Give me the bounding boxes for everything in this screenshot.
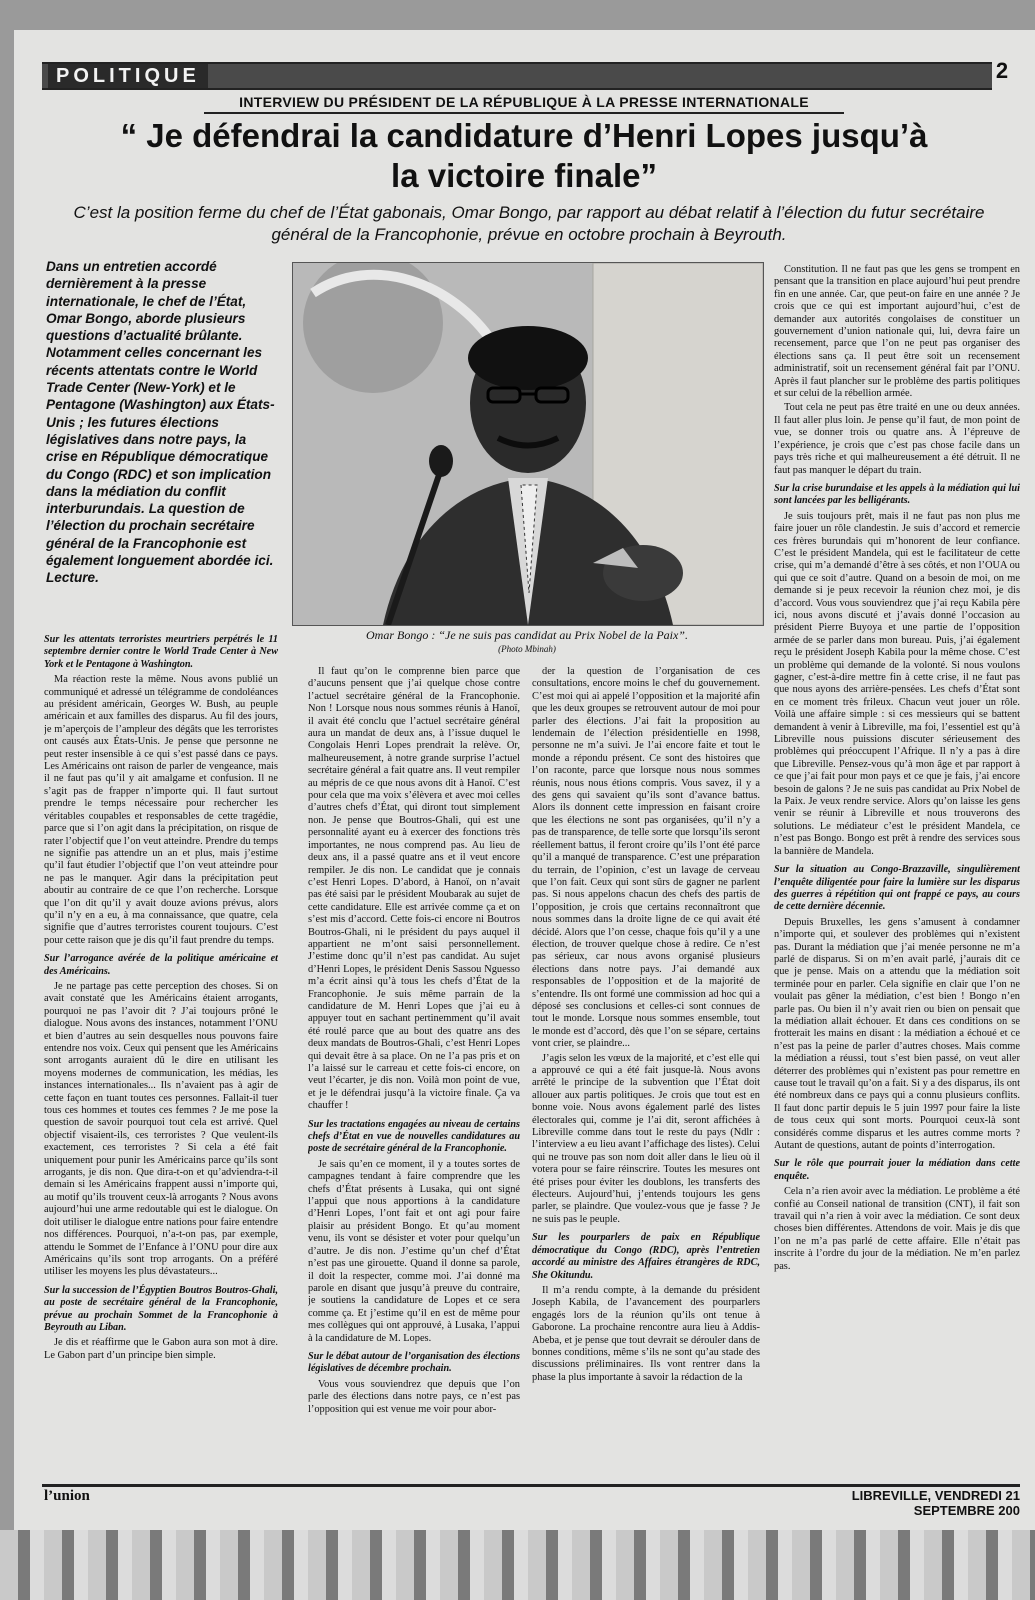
answer-paragraph: Tout cela ne peut pas être traité en une ou deux années. Il faut aller plus loin. Je pense qu’il faut, de mon point de vue, se donner trois ou quatre ans. À l’épreuve de l’expérience, je crois que c’est pas chose facile dans un pays très riche et qui malheureusement a été détruit. Il ne faut pas manquer le départ du train.: [774, 402, 1020, 476]
photo-caption: [292, 628, 762, 656]
question: Sur la situation au Congo-Brazzaville, singulièrement l’enquête diligentée pour faire la lumière sur les disparus des guerres à répétition qui ont frappé ce pays, au cours de cette dernière décennie.: [774, 864, 1020, 913]
deck: C’est la position ferme du chef de l’État gabonais, Omar Bongo, par rapport au débat relatif à l’élection du futur secrétaire général de la Francophonie, prévue en octobre prochain à Beyrouth.: [73, 203, 985, 244]
answer-paragraph: Je ne partage pas cette perception des choses. Si on avait constaté que les Américains étaient arrogants, pourquoi ne pas l’avoir dit ? J’ai toujours prôné le dialogue. Nous avons des instances, notamment l’ONU et bien d’autres au sein desquelles nous pouvons faire entendre nos voix. Ceux qui pensent que les Américains sont arrogants auraient dû le dire en utilisant les moyens modernes de communication, les médias, les instances internationales... Ils n’avaient pas à agir de cette façon en tuant toutes ces personnes. Fallait-il tuer tous ces hommes et toutes ces femmes ? Je me pose la question de savoir pourquoi tout cela est arrivé. Quel objectif visaient-ils, ces terroristes ? Que veulent-ils exactement, ces terroristes ? Si cela a été fait uniquement pour punir les Américains parce qu’ils sont arrogants, je dis non. Que dira-t-on et qu’adviendra-t-il demain si les Américains frappent aussi n’importe qui, au motif qu’ils trouvent ceux-là arrogants ? Nous avons aujourd’hui une arme redoutable qui est le dialogue. On doit utiliser le dialogue entre nations pour faire entendre nos différences. Pourquoi, n’a-t-on pas, par exemple, attendu le Sommet de l’Enfance à l’ONU pour dire aux Américains qu’ils sont trop arrogants. On a préféré utiliser les moyens les plus dévastateurs...: [44, 980, 278, 1278]
question: Sur les pourparlers de paix en République démocratique du Congo (RDC), après l’entretien accordé au ministre des Affaires étrangères de RDC, She Okitundu.: [532, 1232, 760, 1281]
page-number: 2: [995, 58, 1009, 83]
question: Sur le rôle que pourrait jouer la médiation dans cette enquête.: [774, 1158, 1020, 1182]
answer-paragraph: Constitution. Il ne faut pas que les gens se trompent en pensant que la transition en place aujourd’hui peut prendre fin en une année. Car, que peut-on faire en une année ? Je crois que ce qui est important aujourd’hui, c’est de demander aux autorités congolaises de constituer un gouvernement d’union nationale qui, lui, devra faire un recensement, parce que l’on ne peut pas organiser des élections sans ça. Il peut être soit un recensement administratif, soit un recensement général fait par l’ONU. Après il faut plancher sur le problème des partis politiques et sur celui de la rébellion armée.: [774, 264, 1020, 400]
portrait-photo: [292, 262, 764, 626]
section-label: POLITIQUE: [48, 64, 208, 88]
text-column-1: [44, 628, 278, 1478]
footer-rule: [42, 1484, 1020, 1487]
question: Sur la crise burundaise et les appels à la médiation qui lui sont lancées par les belligérants.: [774, 482, 1020, 507]
answer-paragraph: Je suis toujours prêt, mais il ne faut pas non plus me faire jouer un rôle clandestin. Je suis d’accord et remercie ces frères burundais qui m’honorent de leur confiance. C’est le président Mandela, qui est le facilitateur de cette crise, qui m’a demandé d’être à ses côtés, et non l’OUA ou qui que ce soit d’autre. Quand on a besoin de moi, on me demande si je peux recevoir la réunion chez moi, je dis d’accord. Vous vous souviendrez que j’ai reçu Kabila père ici, nous avons discuté et j’avais donné l’occasion au président Pierre Buyoya et une partie de l’opposition armée de se parler dans mon bureau. Puis, j’ai également reçu le président Joseph Kabila pour la même chose. C’est un problème qui demande de la volonté. Si nous voulons gagner, c’est-à-dire mettre fin à cette crise, il ne faut pas que nous ayons des arrière-pensées. Les chefs d’État sont en ce moment très frileux. Chacun veut jouer un rôle. Voilà une affaire simple : si ces messieurs qui se battent demandent à venir à Libreville, ma foi, l’essentiel est qu’à Libreville nous puissions discuter sérieusement des problèmes qui préoccupent l’Afrique. Il n’y a pas à dire que Libreville. Pensez-vous qu’à mon âge et par rapport à ce que j’ai fait pour mon pays et ce que je fais, j’ai encore besoin de galons ? Je ne suis pas candidat au Prix Nobel de la Paix. Je veux rendre service. Alors qu’on laisse les gens venir se réunir à Libreville et nous trouverons des solutions. Le médiateur c’est le président Mandela, ce n’est pas Bongo. Bongo est prêt à rendre des services sous la bannière de Mandela.: [774, 510, 1020, 857]
newspaper-page: [14, 30, 1035, 1530]
photo-illustration: [293, 263, 763, 625]
question: Sur l’arrogance avérée de la politique américaine et des Américains.: [44, 953, 278, 977]
answer-paragraph: Depuis Bruxelles, les gens s’amusent à condamner n’importe qui, et soulever des problèmes qui n’existent pas. Durant la médiation que j’ai menée personne ne m’a parlé de disparus. Si on m’en avait parlé, j’aurais dit ce que je pense. Mais on a attendu que la médiation soit terminée pour en parler. Cela signifie en clair que l’on ne voulait pas gêner la médiation, c’est bien ! Bongo n’en parle pas. Ou bien il n’y avait rien ou bien on pensait que la médiation allait échouer. Et dans ces conditions on se frotterait les mains en disant : la médiation a échoué et ce n’est pas la peine de parler d’autres choses. Mais comme la médiation a réussi, tout s’est bien passé, on veut aller déterrer des problèmes qui n’existent pas pour remettre en cause tout le travail qu’on a fait. Si y a des disparus, ils ont été nombreux dans ce pays qui a connu plusieurs conflits. Il faut donc partir depuis le 5 juin 1997 pour faire la liste de tous ceux qui sont morts. Pourquoi ceux-là sont considérés comme disparus et les autres comme morts ? Autant de questions, autant de points d’interrogation.: [774, 916, 1020, 1152]
lead-paragraph: Dans un entretien accordé dernièrement à la presse internationale, le chef de l’État, Omar Bongo, aborde plusieurs questions d’actualité brûlante. Notamment celles concernant les récents attentats contre le World Trade Center (New-York) et le Pentagone (Washington) aux États-Unis ; les futures élections législatives dans notre pays, la crise en République démocratique du Congo (RDC) et son implication dans la médiation du conflit interburundais. La question de l’élection du prochain secrétaire général de la Francophonie est également longuement abordée ici. Lecture.: [46, 259, 275, 586]
masthead: l’union: [44, 1488, 90, 1504]
answer-paragraph: Ma réaction reste la même. Nous avons publié un communiqué et adressé un télégramme de condoléances au président américain, Georges W. Bush, au peuple américain et aux familles des disparus. Au fil des jours, je m’aperçois de l’ampleur des dégâts que les terroristes ont causés aux États-Unis. Je pense que personne ne peut rester insensible à ce qui s’est passé dans ce pays. Les Américains ont raison de parler de vengeance, mais il ne faut pas qu’il y ait amalgame et confusion. Il ne s’agit pas de frapper n’importe qui. Il faut surtout prendre le temps nécessaire pour rechercher les véritables coupables et responsables de cette tragédie, parce que si l’on agit dans la précipitation, on risque de rater l’objectif que l’on veut atteindre. Prendre du temps ne signifie pas attendre un an et plus, mais j’estime qu’il faut étudier l’objectif que l’on veut atteindre pour ne pas le manquer. Agir dans la précipitation peut aboutir au contraire de ce que l’on recherche. Lorsque que l’on dit qu’il y avait douze avions prévus, alors qu’il n’y en a eu, à ma connaissance, que quatre, cela signifie que d’autres terroristes courent toujours. C’est pour cette raison que je dis qu’il faut prendre du temps.: [44, 674, 278, 946]
answer-paragraph: Il faut qu’on le comprenne bien parce que d’aucuns pensent que j’ai quelque chose contre l’actuel secrétaire général de la Francophonie. Non ! Lorsque nous nous sommes réunis à Hanoï, il avait été conclu que l’actuel secrétaire général aura un mandat de deux ans, à l’issue duquel le Congolais Henri Lopes prendrait la relève. Or, malheureusement, à notre grande surprise l’actuel secrétaire général a fait quatre ans. Il veut rempiler au mépris de ce que nous avons dit à Hanoï. C’est pour cela que ma voix s’élèvera et avec moi celles d’autres chefs d’État, qui diront tout simplement non. Je pense que Boutros-Ghali, qui est une personnalité ayant eu à exercer des fonctions très importantes, ne nous comprend pas. Au lieu de deux ans, il a passé quatre ans et il veut encore rempiler. Je dis non. Le candidat que je connais c’est Henri Lopes. D’abord, à Hanoï, on n’avait pas été saisi par le président Moubarak au sujet de cette candidature. Elle est arrivée comme ça et on s’est mis d’accord. Cette fois-ci encore ni Boutros Boutros-Ghali, ni le président du pays auquel il appartient ne m’ont saisi personnellement. J’estime donc qu’il n’est pas candidat. Au sujet d’Henri Lopes, le président Denis Sassou Nguesso m’a écrit ainsi qu’à tous les chefs d’État de la Francophonie. Je suis même parrain de la candidature de M. Henri Lopes que j’ai eu à appuyer tout en sachant pertinemment qu’il avait été roulé parce que au bout des quatre ans des deux mandats de Boutros-Ghali, c’est Henri Lopes qui devait être à sa place. On ne l’a pas pris et on l’a laissé sur le carreau et cette fois-ci encore, on veut l’écarter, je dis non. Voilà mon point de vue, et je le défendrai jusqu’à la victoire finale. Ça va chauffer !: [308, 666, 520, 1112]
question: Sur le débat autour de l’organisation des élections législatives de décembre prochain.: [308, 1350, 520, 1375]
answer-paragraph: Il m’a rendu compte, à la demande du président Joseph Kabila, de l’avancement des pourparlers engagés lors de la réunion qu’ils ont tenue à Gaborone. La prochaine rencontre aura lieu à Addis-Abeba, et je pense que tout devrait se dérouler dans de bonnes conditions, même s’ils ne sont qu’au stade des discussions préliminaires. Ils vont rentrer dans la phase la plus importante à savoir la rédaction de la: [532, 1284, 760, 1383]
background-surface: [0, 1530, 1035, 1600]
section-banner: [42, 62, 992, 90]
answer-paragraph: Cela n’a rien avoir avec la médiation. Le problème a été confié au Conseil national de transition (CNT), il fait son travail qui n’a rien à voir avec la médiation. Ce sont deux choses bien différentes. Attendons de voir. Mais je dis que l’on ne m’a pas parlé de cette affaire. Elle n’était pas inscrite à l’ordre du jour de la médiation. Ne m’en parlez pas.: [774, 1186, 1020, 1272]
answer-paragraph: J’agis selon les vœux de la majorité, et c’est elle qui a approuvé ce qui a été fait jusque-là. Nous avons arrêté le principe de la subvention que l’État doit allouer aux partis politiques. Je crois que tout est en bonne voie. Nous avons également parlé des listes électorales qui, comme je l’ai dit, seront affichées à Libreville comme dans tout le reste du pays (Ndlr : l’interview a eu lieu avant l’affichage des listes). Celui qui ne trouve pas son nom doit aller dans le lieu où il votera pour se faire réinscrire. Toutes les mesures ont été prises pour éviter les doublons, les transferts des électeurs. Aujourd’hui, j’entends toujours les gens parler, se plaindre. Que voulez-vous que je fasse ? Je ne suis pas le peuple.: [532, 1052, 760, 1225]
answer-paragraph: Je dis et réaffirme que le Gabon aura son mot à dire. Le Gabon part d’un principe bien simple.: [44, 1337, 278, 1361]
headline: “ Je défendrai la candidature d’Henri Lopes jusqu’à la victoire finale”: [120, 117, 928, 194]
answer-paragraph: der la question de l’organisation de ces consultations, encore moins le chef du gouvernement. C’est moi qui ai appelé l’opposition et la majorité afin que les deux groupes se retrouvent autour de moi pour parler des élections. J’ai fait la proposition au lendemain de l’élection présidentielle en 1998, personne ne m’a suivi. Je l’ai encore faite et tout le monde a répondu présent. Ce sont des histoires que l’on raconte, parce que lorsque nous nous sommes réunis, nous nous étions compris. Vous savez, il y a des gens qui savaient qu’ils sont d’avance battus. Alors ils donnent cette impression en faisant croire que les élections ne sont pas organisées, qu’il n’y a pas de transparence, de telle sorte que lorsqu’ils seront réellement battus, il feront croire qu’ils l’ont été parce qu’il a manqué de transparence. C’est une préparation du terrain, de l’opinion, c’est un lavage de cerveau que l’on fait. Ceux qui sont sûrs de gagner ne parlent pas. Si nous appelons chacun des chefs des partis de l’opposition, je crois que certains reconnaîtront que nous sommes dans la droite ligne de ce qui avait été décidé. Alors que l’on cesse, chaque fois qu’il y a une élection, de trouver quelque chose à redire. Ce n’est pas sérieux, car nous avons organisé plusieurs élections dans notre pays. J’ai demandé aux responsables de l’opposition et de la majorité de s’entendre. Ils ont formé une commission ad hoc qui a déposé ses conclusions et celles-ci sont connues de tout le monde. Lorsque nous sommes ensemble, tout le monde est d’accord, dès que l’on se sépare, certains vont crier, se plaindre...: [532, 666, 760, 1050]
answer-paragraph: Vous vous souviendrez que depuis que l’on parle des élections dans notre pays, ce n’est pas l’opposition qui est venue me voir pour abor-: [308, 1378, 520, 1415]
question: Sur la succession de l’Égyptien Boutros Boutros-Ghali, au poste de secrétaire général de la Francophonie, prévue au prochain Sommet de la Francophonie à Beyrouth au Liban.: [44, 1284, 278, 1333]
dateline: LIBREVILLE, VENDREDI 21 SEPTEMBRE 200: [851, 1488, 1020, 1518]
text-column-3: [532, 666, 760, 1482]
text-column-2: [308, 666, 520, 1482]
caption-text: Omar Bongo : “Je ne suis pas candidat au Prix Nobel de la Paix”.: [366, 628, 688, 642]
question: Sur les attentats terroristes meurtriers perpétrés le 11 septembre dernier contre le World Trade Center à New York et le Pentagone à Washington.: [44, 634, 278, 670]
question: Sur les tractations engagées au niveau de certains chefs d’État en vue de nouvelles candidatures au poste de secrétaire général de la Francophonie.: [308, 1118, 520, 1155]
kicker: INTERVIEW DU PRÉSIDENT DE LA RÉPUBLIQUE À LA PRESSE INTERNATIONALE: [204, 94, 844, 114]
photo-credit: (Photo Mbinah): [498, 644, 556, 654]
text-column-4: [774, 264, 1020, 1482]
answer-paragraph: Je sais qu’en ce moment, il y a toutes sortes de campagnes tendant à faire comprendre que les chefs d’État présents à Lusaka, qui ont signé l’appui que nous apportions à la candidature d’Henri Lopes, l’ont fait et ont agi pour faire plaisir au président Bongo. Et qu’au moment venu, ils vont se désister et voter pour quelqu’un d’autre. Je dis non. J’estime qu’un chef d’État n’est pas une girouette. Quand il donne sa parole, il doit la respecter, comme moi. J’ai donné ma parole en disant que jusqu’à preuve du contraire, je soutiens la candidature de Lopes et ce sera comme ça. Et j’estime qu’il en est de même pour mes collègues qui ont approuvé, à Lusaka, l’appui à la candidature de M. Lopes.: [308, 1158, 520, 1344]
